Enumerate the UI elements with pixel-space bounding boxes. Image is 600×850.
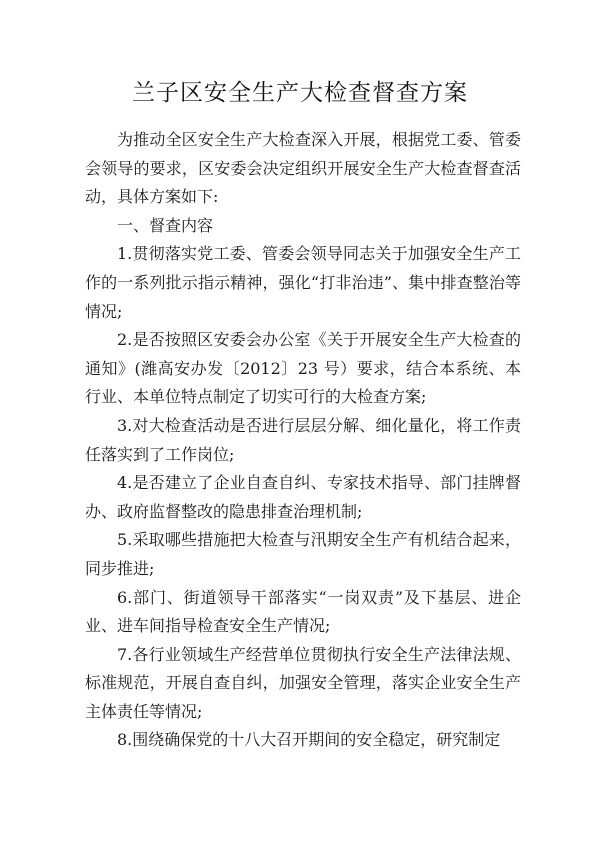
item-paragraph: 6.部门、街道领导干部落实“一岗双责”及下基层、进企业、进车间指导检查安全生产情况;	[85, 587, 521, 636]
item-paragraph: 3.对大检查活动是否进行层层分解、细化量化，将工作责任落实到了工作岗位;	[85, 415, 521, 464]
item-paragraph: 2.是否按照区安委会办公室《关于开展安全生产大检查的通知》(潍高安办发〔2012〕23 号）要求，结合本系统、本行业、本单位特点制定了切实可行的大检查方案;	[85, 330, 521, 407]
item-paragraph: 1.贯彻落实党工委、管委会领导同志关于加强安全生产工作的一系列批示指示精神，强化“打非治违”、集中排查整治等情况;	[85, 244, 521, 321]
item-paragraph: 7.各行业领域生产经营单位贯彻执行安全生产法律法规、标准规范，开展自查自纠，加强安全管理，落实企业安全生产主体责任等情况;	[85, 644, 521, 721]
document-body	[85, 126, 521, 755]
intro-paragraph: 为推动全区安全生产大检查深入开展，根据党工委、管委会领导的要求，区安委会决定组织开展安全生产大检查督查活动，具体方案如下:	[85, 130, 521, 207]
item-paragraph: 8.围绕确保党的十八大召开期间的安全稳定，研究制定	[117, 730, 501, 750]
item-paragraph: 5.采取哪些措施把大检查与汛期安全生产有机结合起来，同步推进;	[85, 530, 521, 578]
item-paragraph: 4.是否建立了企业自查自纠、专家技术指导、部门挂牌督办、政府监督整改的隐患排查治理机制;	[85, 473, 521, 521]
document-title: 兰子区安全生产大检查督查方案	[132, 80, 468, 106]
section-heading: 一、督查内容	[117, 215, 214, 235]
